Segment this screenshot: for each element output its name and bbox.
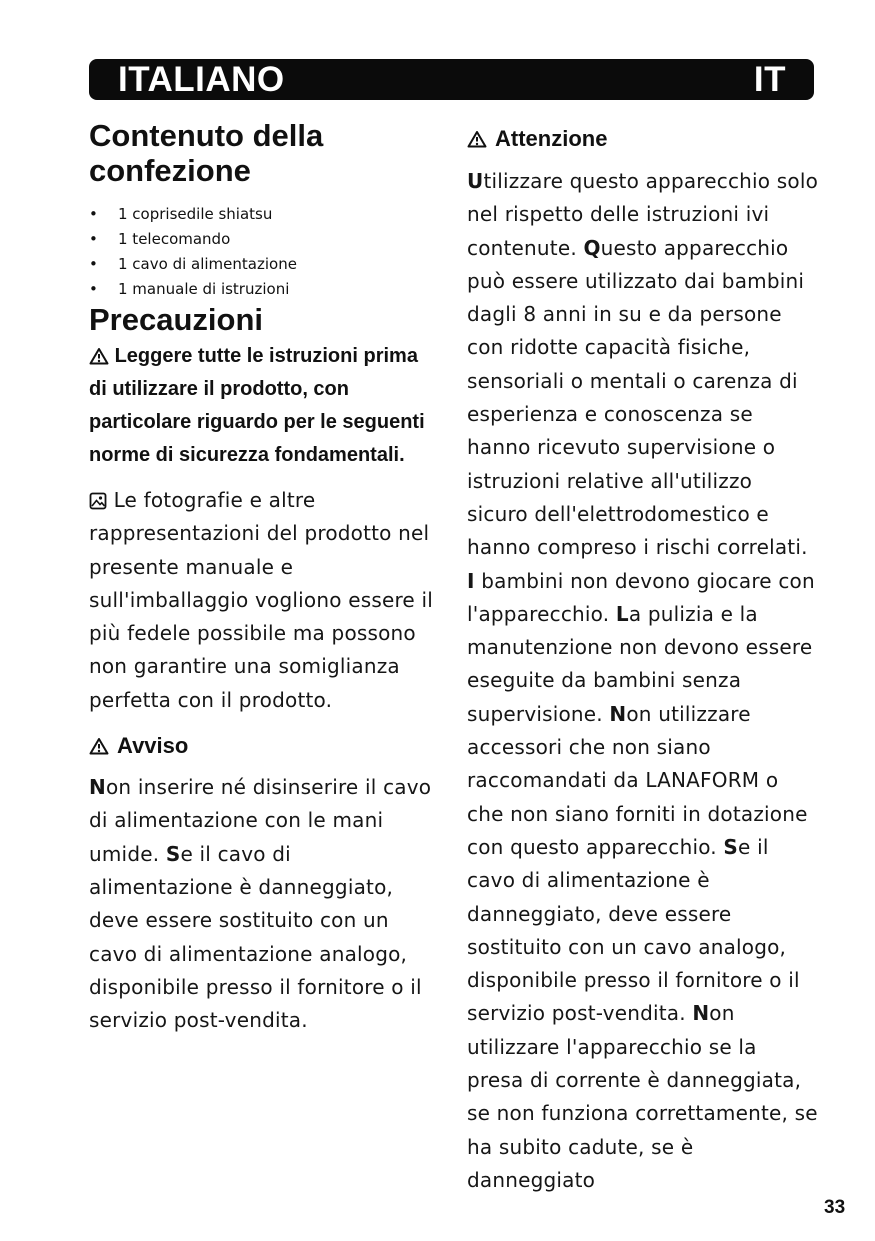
attention-sentence: on utilizzare accessori che non siano raccomandati da LANAFORM o che non siano forniti in dotazione con questo apparecchio. <box>467 701 808 859</box>
precautions-title: Precauzioni <box>89 302 263 337</box>
language-code: IT <box>753 59 786 99</box>
notice-sentence: e il cavo di alimentazione è danneggiato, deve essere sostituito con un cavo di alimentazione analogo, disponibile presso il fornitore o il servizio post-vendita. <box>89 841 422 1033</box>
drop-letter: N <box>89 775 106 800</box>
contents-title: Contenuto della confezione <box>89 118 324 188</box>
drop-letter: N <box>609 701 627 726</box>
attention-sentence: e il cavo di alimentazione è danneggiato, deve essere sostituito con un cavo analogo, disponibile presso il fornitore o il servizio post-vendita. <box>467 834 800 1026</box>
precautions-lead <box>89 340 441 472</box>
notice-title: Avviso <box>117 733 189 759</box>
list-item: • 1 telecomando <box>89 227 441 252</box>
list-item: • 1 coprisedile shiatsu <box>89 202 441 227</box>
attention-heading <box>467 124 819 154</box>
warning-icon <box>89 347 109 365</box>
attention-sentence: a pulizia e la manutenzione non devono essere eseguite da bambini senza supervisione. <box>467 601 813 726</box>
left-column <box>89 118 441 1037</box>
warning-icon <box>89 737 109 755</box>
attention-sentence: uesto apparecchio può essere utilizzato dai bambini dagli 8 anni in su e da persone con ridotte capacità fisiche, sensoriali o mentali o carenza di esperienza e conoscenza se hanno ricevuto supervisione o istruzioni relative all'utilizzo sicuro dell'elettrodomestico e hanno compreso i rischi correlati. <box>467 235 808 560</box>
drop-letter: U <box>467 169 484 193</box>
attention-sentence: tilizzare questo apparecchio solo nel rispetto delle istruzioni ivi contenute. <box>467 169 819 260</box>
drop-letter: I <box>467 568 475 593</box>
list-item: • 1 cavo di alimentazione <box>89 252 441 277</box>
notice-sentence: on inserire né disinserire il cavo di alimentazione con le mani umide. <box>89 775 432 866</box>
drop-letter: L <box>615 601 629 626</box>
language-header-bar <box>89 59 814 100</box>
attention-sentence: bambini non devono giocare con l'apparecchio. <box>467 568 815 626</box>
attention-text <box>467 165 819 1197</box>
contents-list <box>89 202 441 302</box>
warning-icon <box>467 130 487 148</box>
photo-note <box>89 484 441 717</box>
drop-letter: S <box>165 841 181 866</box>
drop-letter: N <box>692 1001 710 1026</box>
photo-note-text: Le fotografie e altre rappresentazioni del prodotto nel presente manuale e sull'imballaggio vogliono essere il più fedele possibile ma possono non garantire una somiglianza perfetta con il prodotto. <box>89 488 434 712</box>
attention-sentence: on utilizzare l'apparecchio se la presa di corrente è danneggiata, se non funziona correttamente, se ha subito cadute, se è danneggiato <box>467 1001 818 1192</box>
photo-icon <box>89 492 107 510</box>
page-number: 33 <box>824 1197 846 1218</box>
right-column <box>467 118 819 1197</box>
language-title: ITALIANO <box>118 59 285 99</box>
list-item: • 1 manuale di istruzioni <box>89 277 441 302</box>
notice-text <box>89 771 441 1037</box>
drop-letter: S <box>723 834 739 859</box>
notice-heading <box>89 731 441 761</box>
attention-title: Attenzione <box>495 126 608 151</box>
drop-letter: Q <box>583 235 601 260</box>
precautions-lead-text: Leggere tutte le istruzioni prima di utilizzare il prodotto, con particolare riguardo per le seguenti norme di sicurezza fondamentali. <box>89 345 425 466</box>
